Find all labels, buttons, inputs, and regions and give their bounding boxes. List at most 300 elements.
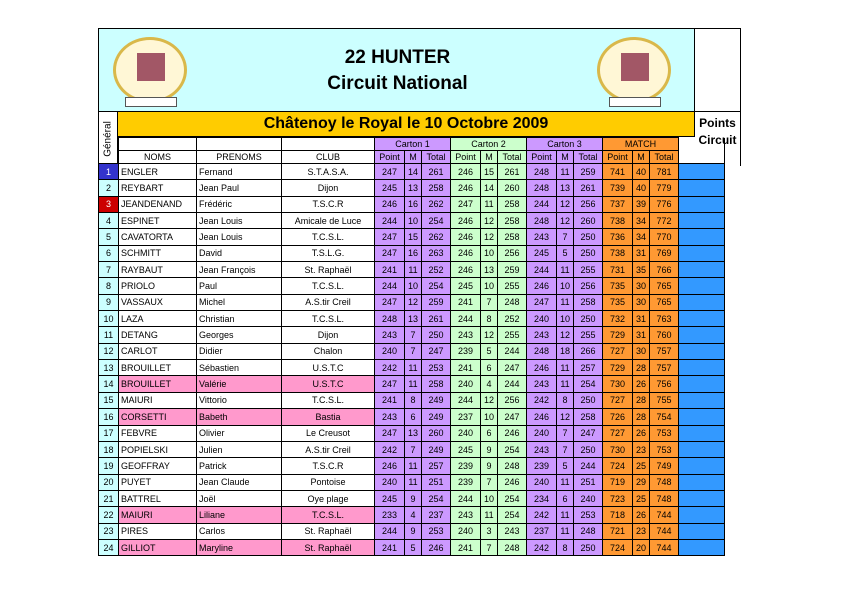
rank-cell: 4 bbox=[99, 213, 119, 229]
c1-m-cell: 6 bbox=[405, 409, 422, 425]
prenom-cell: David bbox=[197, 245, 282, 261]
match-total-cell: 744 bbox=[650, 539, 679, 555]
c1-total-cell: 253 bbox=[422, 360, 451, 376]
rank-cell: 7 bbox=[99, 262, 119, 278]
match-point-cell: 718 bbox=[603, 507, 633, 523]
c3-point-cell: 248 bbox=[527, 180, 557, 196]
prenom-cell: Valérie bbox=[197, 376, 282, 392]
points-circuit-cell bbox=[679, 523, 725, 539]
nom-cell: BROUILLET bbox=[119, 376, 197, 392]
table-row bbox=[99, 245, 725, 261]
nom-cell: GILLIOT bbox=[119, 539, 197, 555]
points-circuit-cell bbox=[679, 392, 725, 408]
match-point-cell: 727 bbox=[603, 392, 633, 408]
c3-m-cell: 12 bbox=[557, 213, 574, 229]
club-cell: St. Raphaël bbox=[282, 539, 375, 555]
c1-point-cell: 247 bbox=[375, 229, 405, 245]
match-m-cell: 23 bbox=[633, 523, 650, 539]
prenom-cell: Joël bbox=[197, 490, 282, 506]
c3-m-cell: 11 bbox=[557, 376, 574, 392]
c1-total-cell: 247 bbox=[422, 343, 451, 359]
match-point-cell: 735 bbox=[603, 278, 633, 294]
rank-cell: 15 bbox=[99, 392, 119, 408]
points-label: Points bbox=[699, 116, 736, 130]
col-c2-total: Total bbox=[498, 151, 527, 164]
points-circuit-cell bbox=[679, 458, 725, 474]
c1-m-cell: 7 bbox=[405, 327, 422, 343]
c3-point-cell: 242 bbox=[527, 507, 557, 523]
c1-point-cell: 245 bbox=[375, 180, 405, 196]
prenom-cell: Georges bbox=[197, 327, 282, 343]
c2-m-cell: 9 bbox=[481, 458, 498, 474]
c3-point-cell: 248 bbox=[527, 213, 557, 229]
c2-total-cell: 255 bbox=[498, 278, 527, 294]
rank-cell: 17 bbox=[99, 425, 119, 441]
c1-point-cell: 243 bbox=[375, 327, 405, 343]
c1-total-cell: 259 bbox=[422, 294, 451, 310]
c3-point-cell: 248 bbox=[527, 164, 557, 180]
c3-m-cell: 6 bbox=[557, 490, 574, 506]
c2-m-cell: 10 bbox=[481, 278, 498, 294]
c1-total-cell: 258 bbox=[422, 180, 451, 196]
c1-point-cell: 245 bbox=[375, 490, 405, 506]
c2-total-cell: 261 bbox=[498, 164, 527, 180]
c2-total-cell: 254 bbox=[498, 490, 527, 506]
c3-total-cell: 254 bbox=[574, 376, 603, 392]
nom-cell: LAZA bbox=[119, 311, 197, 327]
c2-total-cell: 260 bbox=[498, 180, 527, 196]
match-m-cell: 39 bbox=[633, 196, 650, 212]
nom-cell: PUYET bbox=[119, 474, 197, 490]
c2-m-cell: 7 bbox=[481, 294, 498, 310]
match-point-cell: 730 bbox=[603, 376, 633, 392]
c1-m-cell: 9 bbox=[405, 523, 422, 539]
points-circuit-cell bbox=[679, 327, 725, 343]
c3-total-cell: 261 bbox=[574, 180, 603, 196]
c1-m-cell: 7 bbox=[405, 441, 422, 457]
table-row bbox=[99, 180, 725, 196]
match-total-cell: 772 bbox=[650, 213, 679, 229]
c1-point-cell: 246 bbox=[375, 196, 405, 212]
c3-total-cell: 250 bbox=[574, 229, 603, 245]
table-row bbox=[99, 164, 725, 180]
match-point-cell: 727 bbox=[603, 343, 633, 359]
c2-total-cell: 256 bbox=[498, 245, 527, 261]
c1-m-cell: 11 bbox=[405, 458, 422, 474]
table-row bbox=[99, 213, 725, 229]
c3-m-cell: 11 bbox=[557, 164, 574, 180]
c3-m-cell: 7 bbox=[557, 441, 574, 457]
prenom-cell: Maryline bbox=[197, 539, 282, 555]
c3-total-cell: 250 bbox=[574, 441, 603, 457]
c2-m-cell: 12 bbox=[481, 392, 498, 408]
c1-total-cell: 246 bbox=[422, 539, 451, 555]
col-c1-point: Point bbox=[375, 151, 405, 164]
club-cell: T.C.S.L. bbox=[282, 392, 375, 408]
c3-m-cell: 12 bbox=[557, 327, 574, 343]
c2-point-cell: 244 bbox=[451, 392, 481, 408]
nom-cell: DETANG bbox=[119, 327, 197, 343]
points-circuit-cell bbox=[679, 507, 725, 523]
col-c3-total: Total bbox=[574, 151, 603, 164]
c1-total-cell: 262 bbox=[422, 229, 451, 245]
points-circuit-cell bbox=[679, 278, 725, 294]
c1-m-cell: 5 bbox=[405, 539, 422, 555]
match-m-cell: 40 bbox=[633, 180, 650, 196]
club-cell: T.S.C.R bbox=[282, 196, 375, 212]
match-total-cell: 757 bbox=[650, 360, 679, 376]
table-row bbox=[99, 360, 725, 376]
c3-m-cell: 13 bbox=[557, 180, 574, 196]
c3-m-cell: 11 bbox=[557, 262, 574, 278]
page-title: 22 HUNTER bbox=[344, 47, 451, 68]
rank-cell: 19 bbox=[99, 458, 119, 474]
c3-point-cell: 243 bbox=[527, 229, 557, 245]
prenom-cell: Fernand bbox=[197, 164, 282, 180]
match-point-cell: 724 bbox=[603, 539, 633, 555]
points-circuit-cell bbox=[679, 425, 725, 441]
c2-point-cell: 247 bbox=[451, 196, 481, 212]
match-total-cell: 748 bbox=[650, 490, 679, 506]
c2-point-cell: 246 bbox=[451, 262, 481, 278]
match-total-cell: 744 bbox=[650, 523, 679, 539]
c3-point-cell: 240 bbox=[527, 311, 557, 327]
c2-point-cell: 246 bbox=[451, 180, 481, 196]
club-cell: St. Raphaël bbox=[282, 262, 375, 278]
club-cell: Dijon bbox=[282, 180, 375, 196]
c2-total-cell: 247 bbox=[498, 360, 527, 376]
c3-total-cell: 260 bbox=[574, 213, 603, 229]
club-cell: S.T.A.S.A. bbox=[282, 164, 375, 180]
carton2-header: Carton 2 bbox=[451, 138, 527, 151]
club-cell: U.S.T.C bbox=[282, 360, 375, 376]
prenom-cell: Jean Louis bbox=[197, 229, 282, 245]
club-cell: T.C.S.L. bbox=[282, 507, 375, 523]
rank-cell: 14 bbox=[99, 376, 119, 392]
match-total-cell: 766 bbox=[650, 262, 679, 278]
circuit-label: Circuit bbox=[698, 133, 737, 147]
nom-cell: ENGLER bbox=[119, 164, 197, 180]
c2-m-cell: 12 bbox=[481, 327, 498, 343]
c1-total-cell: 254 bbox=[422, 213, 451, 229]
match-total-cell: 769 bbox=[650, 245, 679, 261]
points-circuit-cell bbox=[679, 539, 725, 555]
nom-cell: PRIOLO bbox=[119, 278, 197, 294]
nom-cell: SCHMITT bbox=[119, 245, 197, 261]
c3-total-cell: 255 bbox=[574, 262, 603, 278]
club-cell: T.C.S.L. bbox=[282, 311, 375, 327]
match-m-cell: 26 bbox=[633, 425, 650, 441]
c3-point-cell: 244 bbox=[527, 262, 557, 278]
c1-point-cell: 233 bbox=[375, 507, 405, 523]
c3-total-cell: 240 bbox=[574, 490, 603, 506]
club-cell: Oye plage bbox=[282, 490, 375, 506]
match-m-cell: 28 bbox=[633, 409, 650, 425]
c2-m-cell: 9 bbox=[481, 441, 498, 457]
club-cell: T.C.S.L. bbox=[282, 278, 375, 294]
match-m-cell: 31 bbox=[633, 245, 650, 261]
c3-m-cell: 18 bbox=[557, 343, 574, 359]
c3-m-cell: 8 bbox=[557, 539, 574, 555]
table-row bbox=[99, 474, 725, 490]
c2-m-cell: 14 bbox=[481, 180, 498, 196]
c1-m-cell: 16 bbox=[405, 245, 422, 261]
prenom-cell: Jean Claude bbox=[197, 474, 282, 490]
match-point-cell: 726 bbox=[603, 409, 633, 425]
match-total-cell: 770 bbox=[650, 229, 679, 245]
match-total-cell: 757 bbox=[650, 343, 679, 359]
prenom-cell: Didier bbox=[197, 343, 282, 359]
c3-total-cell: 258 bbox=[574, 294, 603, 310]
col-c1-total: Total bbox=[422, 151, 451, 164]
points-circuit-cell bbox=[679, 213, 725, 229]
points-circuit-cell bbox=[679, 180, 725, 196]
c1-total-cell: 261 bbox=[422, 164, 451, 180]
c1-point-cell: 247 bbox=[375, 294, 405, 310]
club-cell: Amicale de Luce bbox=[282, 213, 375, 229]
c1-total-cell: 258 bbox=[422, 376, 451, 392]
match-m-cell: 31 bbox=[633, 327, 650, 343]
match-total-cell: 749 bbox=[650, 458, 679, 474]
rank-cell: 3 bbox=[99, 196, 119, 212]
header-side-cell bbox=[695, 28, 741, 112]
rank-cell: 18 bbox=[99, 441, 119, 457]
c2-m-cell: 12 bbox=[481, 229, 498, 245]
c2-total-cell: 248 bbox=[498, 458, 527, 474]
c2-point-cell: 246 bbox=[451, 213, 481, 229]
rank-cell: 2 bbox=[99, 180, 119, 196]
table-row bbox=[99, 409, 725, 425]
table-row bbox=[99, 458, 725, 474]
match-point-cell: 731 bbox=[603, 262, 633, 278]
col-c2-point: Point bbox=[451, 151, 481, 164]
c1-total-cell: 260 bbox=[422, 425, 451, 441]
nom-cell: MAIURI bbox=[119, 507, 197, 523]
club-cell: Le Creusot bbox=[282, 425, 375, 441]
group-header-row bbox=[99, 138, 725, 151]
c2-total-cell: 248 bbox=[498, 294, 527, 310]
c3-total-cell: 247 bbox=[574, 425, 603, 441]
table-row bbox=[99, 392, 725, 408]
col-c2-m: M bbox=[481, 151, 498, 164]
c2-total-cell: 256 bbox=[498, 392, 527, 408]
c3-total-cell: 250 bbox=[574, 311, 603, 327]
c2-m-cell: 15 bbox=[481, 164, 498, 180]
c1-point-cell: 244 bbox=[375, 278, 405, 294]
match-point-cell: 727 bbox=[603, 425, 633, 441]
c2-total-cell: 246 bbox=[498, 425, 527, 441]
c2-m-cell: 12 bbox=[481, 213, 498, 229]
c1-m-cell: 15 bbox=[405, 229, 422, 245]
table-row bbox=[99, 539, 725, 555]
c3-point-cell: 245 bbox=[527, 245, 557, 261]
club-cell: Bastia bbox=[282, 409, 375, 425]
c3-total-cell: 244 bbox=[574, 458, 603, 474]
rank-cell: 10 bbox=[99, 311, 119, 327]
c1-point-cell: 242 bbox=[375, 441, 405, 457]
club-cell: Dijon bbox=[282, 327, 375, 343]
c1-point-cell: 241 bbox=[375, 262, 405, 278]
match-point-cell: 721 bbox=[603, 523, 633, 539]
c1-total-cell: 262 bbox=[422, 196, 451, 212]
c1-m-cell: 11 bbox=[405, 376, 422, 392]
c2-total-cell: 259 bbox=[498, 262, 527, 278]
table-row bbox=[99, 278, 725, 294]
match-m-cell: 40 bbox=[633, 164, 650, 180]
prenom-cell: Jean François bbox=[197, 262, 282, 278]
match-total-cell: 765 bbox=[650, 294, 679, 310]
c2-point-cell: 244 bbox=[451, 311, 481, 327]
rank-cell: 6 bbox=[99, 245, 119, 261]
c2-point-cell: 243 bbox=[451, 327, 481, 343]
nom-cell: RAYBAUT bbox=[119, 262, 197, 278]
c2-point-cell: 239 bbox=[451, 343, 481, 359]
c1-point-cell: 243 bbox=[375, 409, 405, 425]
c2-total-cell: 247 bbox=[498, 409, 527, 425]
c1-m-cell: 12 bbox=[405, 294, 422, 310]
carton3-header: Carton 3 bbox=[527, 138, 603, 151]
rank-cell: 21 bbox=[99, 490, 119, 506]
c3-point-cell: 246 bbox=[527, 278, 557, 294]
club-cell: A.S.tir Creil bbox=[282, 441, 375, 457]
col-match-point: Point bbox=[603, 151, 633, 164]
c1-total-cell: 249 bbox=[422, 409, 451, 425]
c2-total-cell: 246 bbox=[498, 474, 527, 490]
c3-point-cell: 244 bbox=[527, 196, 557, 212]
prenom-cell: Olivier bbox=[197, 425, 282, 441]
c2-m-cell: 4 bbox=[481, 376, 498, 392]
rank-cell: 1 bbox=[99, 164, 119, 180]
c3-point-cell: 237 bbox=[527, 523, 557, 539]
match-m-cell: 25 bbox=[633, 458, 650, 474]
nom-cell: CORSETTI bbox=[119, 409, 197, 425]
c2-total-cell: 258 bbox=[498, 213, 527, 229]
match-m-cell: 26 bbox=[633, 507, 650, 523]
match-m-cell: 28 bbox=[633, 392, 650, 408]
c1-m-cell: 13 bbox=[405, 180, 422, 196]
match-point-cell: 735 bbox=[603, 294, 633, 310]
column-header-row bbox=[99, 151, 725, 164]
c2-total-cell: 243 bbox=[498, 523, 527, 539]
c1-point-cell: 247 bbox=[375, 245, 405, 261]
c1-m-cell: 11 bbox=[405, 474, 422, 490]
club-cell: U.S.T.C bbox=[282, 376, 375, 392]
match-m-cell: 30 bbox=[633, 343, 650, 359]
c1-m-cell: 11 bbox=[405, 360, 422, 376]
c1-m-cell: 11 bbox=[405, 262, 422, 278]
event-title: Châtenoy le Royal le 10 Octobre 2009 bbox=[118, 112, 695, 137]
nom-cell: BROUILLET bbox=[119, 360, 197, 376]
table-row bbox=[99, 343, 725, 359]
points-circuit-cell bbox=[679, 262, 725, 278]
match-point-cell: 737 bbox=[603, 196, 633, 212]
club-cell: A.S.tir Creil bbox=[282, 294, 375, 310]
c1-m-cell: 13 bbox=[405, 425, 422, 441]
c1-point-cell: 244 bbox=[375, 523, 405, 539]
c1-point-cell: 247 bbox=[375, 164, 405, 180]
results-table bbox=[98, 137, 725, 556]
c3-total-cell: 250 bbox=[574, 539, 603, 555]
c2-point-cell: 246 bbox=[451, 245, 481, 261]
c2-total-cell: 244 bbox=[498, 376, 527, 392]
match-m-cell: 20 bbox=[633, 539, 650, 555]
nom-cell: CARLOT bbox=[119, 343, 197, 359]
c1-m-cell: 9 bbox=[405, 490, 422, 506]
c2-total-cell: 254 bbox=[498, 441, 527, 457]
c1-m-cell: 10 bbox=[405, 278, 422, 294]
c3-total-cell: 266 bbox=[574, 343, 603, 359]
c2-m-cell: 8 bbox=[481, 311, 498, 327]
c2-point-cell: 243 bbox=[451, 507, 481, 523]
match-total-cell: 754 bbox=[650, 409, 679, 425]
table-row bbox=[99, 425, 725, 441]
match-m-cell: 25 bbox=[633, 490, 650, 506]
c1-point-cell: 240 bbox=[375, 474, 405, 490]
club-cell: Pontoise bbox=[282, 474, 375, 490]
c3-total-cell: 250 bbox=[574, 245, 603, 261]
c3-point-cell: 234 bbox=[527, 490, 557, 506]
col-match-total: Total bbox=[650, 151, 679, 164]
prenom-cell: Babeth bbox=[197, 409, 282, 425]
prenom-cell: Jean Paul bbox=[197, 180, 282, 196]
match-point-cell: 724 bbox=[603, 458, 633, 474]
match-point-cell: 730 bbox=[603, 441, 633, 457]
points-circuit-cell bbox=[679, 409, 725, 425]
c3-total-cell: 248 bbox=[574, 523, 603, 539]
table-row bbox=[99, 490, 725, 506]
points-circuit-cell bbox=[679, 311, 725, 327]
rank-cell: 11 bbox=[99, 327, 119, 343]
c1-m-cell: 14 bbox=[405, 164, 422, 180]
c3-m-cell: 10 bbox=[557, 311, 574, 327]
c1-total-cell: 263 bbox=[422, 245, 451, 261]
points-circuit-cell bbox=[679, 376, 725, 392]
col-prenoms: PRENOMS bbox=[197, 151, 282, 164]
c3-point-cell: 243 bbox=[527, 376, 557, 392]
c3-m-cell: 5 bbox=[557, 458, 574, 474]
table-row bbox=[99, 262, 725, 278]
c1-total-cell: 250 bbox=[422, 327, 451, 343]
c2-total-cell: 258 bbox=[498, 229, 527, 245]
rank-cell: 5 bbox=[99, 229, 119, 245]
header-banner bbox=[98, 28, 695, 112]
c3-total-cell: 256 bbox=[574, 196, 603, 212]
match-total-cell: 744 bbox=[650, 507, 679, 523]
match-total-cell: 755 bbox=[650, 392, 679, 408]
prenom-cell: Jean Louis bbox=[197, 213, 282, 229]
c3-m-cell: 7 bbox=[557, 229, 574, 245]
table-row bbox=[99, 441, 725, 457]
c1-total-cell: 257 bbox=[422, 458, 451, 474]
rank-cell: 22 bbox=[99, 507, 119, 523]
col-c3-point: Point bbox=[527, 151, 557, 164]
points-circuit-cell bbox=[679, 343, 725, 359]
c3-point-cell: 240 bbox=[527, 474, 557, 490]
rank-cell: 24 bbox=[99, 539, 119, 555]
match-point-cell: 729 bbox=[603, 360, 633, 376]
nom-cell: POPIELSKI bbox=[119, 441, 197, 457]
col-noms: NOMS bbox=[119, 151, 197, 164]
col-c1-m: M bbox=[405, 151, 422, 164]
nom-cell: FEBVRE bbox=[119, 425, 197, 441]
c2-total-cell: 254 bbox=[498, 507, 527, 523]
prenom-cell: Patrick bbox=[197, 458, 282, 474]
c1-point-cell: 241 bbox=[375, 392, 405, 408]
c2-point-cell: 239 bbox=[451, 458, 481, 474]
c2-total-cell: 244 bbox=[498, 343, 527, 359]
club-cell: T.C.S.L. bbox=[282, 229, 375, 245]
c2-m-cell: 7 bbox=[481, 539, 498, 555]
